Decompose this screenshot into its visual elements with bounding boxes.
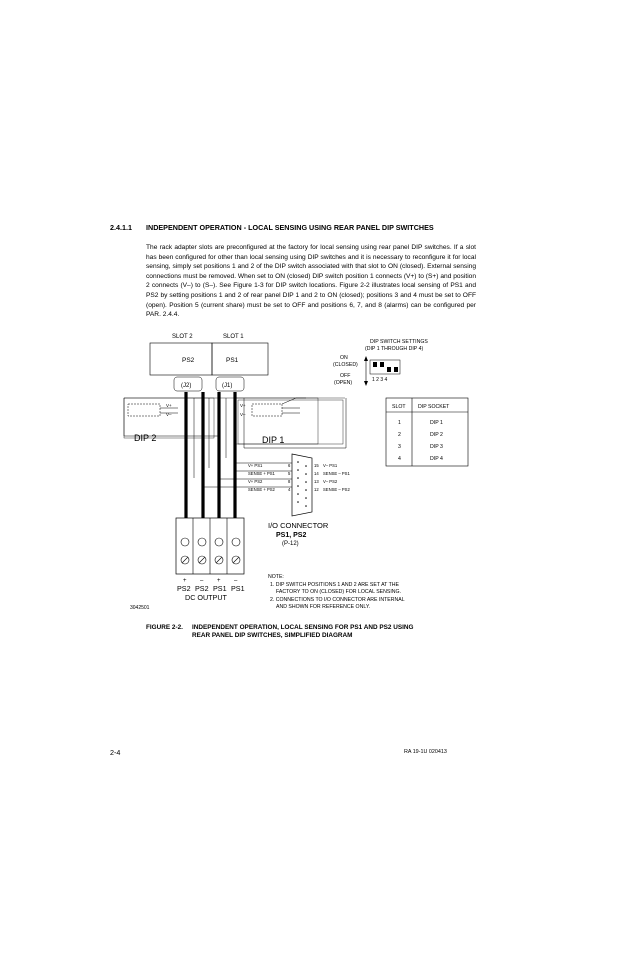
conn-right-1: SENSE – PS1 <box>323 471 350 476</box>
note-line-3: 2. CONNECTIONS TO I/O CONNECTOR ARE INTERNAL <box>270 597 405 603</box>
dip1-vminus: V– <box>240 412 246 417</box>
table-row-1-dip: DIP 1 <box>430 420 443 426</box>
table-row-3-slot: 3 <box>398 444 401 450</box>
table-row-2-slot: 2 <box>398 432 401 438</box>
conn-rpin-3: 12 <box>314 487 319 492</box>
table-row-1-slot: 1 <box>398 420 401 426</box>
io-connector-label: I/O CONNECTOR <box>268 521 329 530</box>
document-id: RA 19-1U 020413 <box>404 749 447 755</box>
open-label: (OPEN) <box>334 380 353 386</box>
j2-label: (J2) <box>181 383 192 389</box>
note-line-2: FACTORY TO ON (CLOSED) FOR LOCAL SENSING. <box>276 589 402 595</box>
dip2-vplus: V+ <box>166 403 172 408</box>
conn-left-0: V+ PS1 <box>248 463 263 468</box>
conn-rpin-1: 14 <box>314 471 319 476</box>
j1-label: (J1) <box>222 383 233 389</box>
ps2-slot-label: PS2 <box>182 357 195 364</box>
section-number: 2.4.1.1 <box>110 223 132 232</box>
ps1-slot-label: PS1 <box>226 357 239 364</box>
slot1-box <box>212 343 268 375</box>
table-header-dip: DIP SOCKET <box>418 404 450 410</box>
conn-left-2: V+ PS2 <box>248 479 263 484</box>
slot1-label: SLOT 1 <box>223 334 244 340</box>
dip-settings-subtitle: (DIP 1 THROUGH DIP 4) <box>365 346 424 352</box>
table-row-3-dip: DIP 3 <box>430 444 443 450</box>
output-label-2: PS1 <box>213 584 227 593</box>
conn-lpin-0: 6 <box>288 463 291 468</box>
conn-right-3: SENSE – PS2 <box>323 487 350 492</box>
io-connector-body <box>292 454 312 516</box>
dip1-vplus: V+ <box>240 403 246 408</box>
figure-label: FIGURE 2-2. <box>146 624 183 631</box>
polarity-1: – <box>200 578 204 584</box>
conn-right-0: V– PS1 <box>323 463 338 468</box>
polarity-2: + <box>217 578 221 584</box>
conn-rpin-2: 13 <box>314 479 319 484</box>
section-title: INDEPENDENT OPERATION - LOCAL SENSING USING REAR PANEL DIP SWITCHES <box>146 223 434 232</box>
conn-lpin-1: 5 <box>288 471 291 476</box>
figure-caption-line1: INDEPENDENT OPERATION, LOCAL SENSING FOR PS1 AND PS2 USING <box>192 624 414 631</box>
dc-output-label: DC OUTPUT <box>185 593 227 602</box>
output-label-1: PS2 <box>195 584 209 593</box>
dip2-label: DIP 2 <box>134 433 157 443</box>
output-label-0: PS2 <box>177 584 191 593</box>
note-line-4: AND SHOWN FOR REFERENCE ONLY. <box>276 604 371 610</box>
drawing-id: 3042501 <box>130 605 150 611</box>
figure-caption <box>146 624 413 641</box>
conn-lpin-2: 8 <box>288 479 291 484</box>
conn-right-2: V– PS2 <box>323 479 338 484</box>
page-number: 2-4 <box>110 748 121 757</box>
right-board <box>238 400 343 444</box>
off-label: OFF <box>340 373 351 379</box>
note-line-1: 1. DIP SWITCH POSITIONS 1 AND 2 ARE SET AT THE <box>270 582 399 588</box>
conn-rpin-0: 15 <box>314 463 319 468</box>
slot2-label: SLOT 2 <box>172 334 193 340</box>
on-label: ON <box>340 355 348 361</box>
switch-positions: 1 2 3 4 <box>372 377 388 383</box>
slot2-box <box>150 343 212 375</box>
polarity-0: + <box>183 578 187 584</box>
conn-left-3: SENSE + PS2 <box>248 487 275 492</box>
conn-lpin-3: 4 <box>288 487 291 492</box>
figure-caption-line2: REAR PANEL DIP SWITCHES, SIMPLIFIED DIAGRAM <box>192 632 353 640</box>
closed-label: (CLOSED) <box>333 362 358 368</box>
io-connector-ps: PS1, PS2 <box>276 532 307 539</box>
note-title: NOTE: <box>268 574 284 580</box>
polarity-3: – <box>234 578 238 584</box>
body-paragraph: The rack adapter slots are preconfigured at the factory for local sensing using rear panel DIP switches. If a slot has been configured for other than local sensing using DIP switches and it is necessary to reconfigure it for local sensing, simply set positions 1 and 2 of the DIP switch associated with that slot to ON (closed). External sensing connections must be removed. When set to ON (closed) DIP switch position 1 connects (V+) to (S+) and position 2 connects (V–) to (S–). See Figure 1-3 for DIP switch locations. Figure 2-2 illustrates local sensing of PS1 and PS2 by setting positions 1 and 2 of rear panel DIP 1 and 2 to ON (closed); positions 3 and 4 must be set to OFF (open). Position 5 (current share) must be set to OFF and positions 6, 7, and 8 (alarms) can be configured per PAR. 2.4.4. <box>146 244 476 319</box>
dip2-vminus: V– <box>166 412 172 417</box>
table-row-2-dip: DIP 2 <box>430 432 443 438</box>
output-label-3: PS1 <box>231 584 245 593</box>
conn-left-1: SENSE + PS1 <box>248 471 275 476</box>
table-row-4-slot: 4 <box>398 456 401 462</box>
table-header-slot: SLOT <box>392 404 406 410</box>
dip-settings-title: DIP SWITCH SETTINGS <box>370 339 428 345</box>
table-row-4-dip: DIP 4 <box>430 456 443 462</box>
io-connector-pin: (P-12) <box>282 541 299 547</box>
dip1-label: DIP 1 <box>262 435 285 445</box>
